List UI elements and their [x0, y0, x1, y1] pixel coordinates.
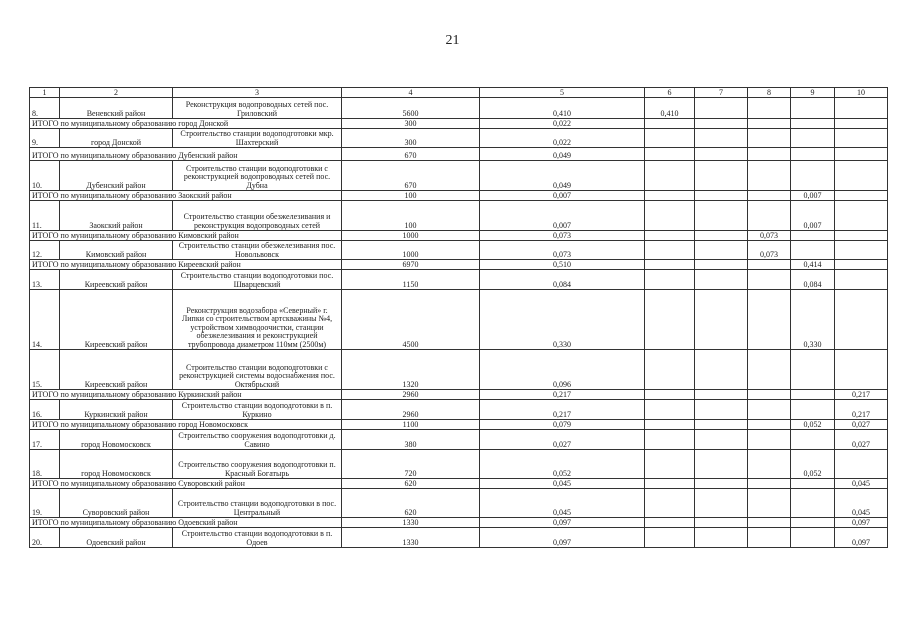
- cell-c6: [695, 161, 748, 191]
- total-row: [30, 231, 888, 241]
- cell-total: 0,049: [480, 161, 645, 191]
- cell-c6: [695, 390, 748, 400]
- cell-c6: [695, 400, 748, 420]
- cell-c6: [695, 430, 748, 450]
- cell-c5: [645, 260, 695, 270]
- cell-c5: [645, 450, 695, 479]
- column-header: 3: [173, 88, 342, 98]
- total-row: [30, 479, 888, 489]
- table-row: [30, 201, 888, 231]
- cell-c6: [695, 420, 748, 430]
- cell-c6: [695, 479, 748, 489]
- cell-c9: [835, 241, 888, 260]
- cell-c7: [748, 260, 791, 270]
- cell-c7: [748, 430, 791, 450]
- cell-c8: 0,007: [791, 191, 835, 201]
- table-row: [30, 129, 888, 148]
- district-name: Киреевский район: [60, 270, 173, 290]
- cell-c7: [748, 489, 791, 518]
- cell-capacity: 1150: [342, 270, 480, 290]
- cell-c6: [695, 231, 748, 241]
- cell-total: 0,330: [480, 290, 645, 350]
- cell-c7: [748, 191, 791, 201]
- cell-c9: [835, 119, 888, 129]
- cell-capacity: 1000: [342, 231, 480, 241]
- cell-c5: [645, 191, 695, 201]
- cell-capacity: 1100: [342, 420, 480, 430]
- cell-capacity: 2960: [342, 400, 480, 420]
- cell-c9: [835, 129, 888, 148]
- column-header: 5: [480, 88, 645, 98]
- cell-c5: [645, 518, 695, 528]
- cell-c8: [791, 400, 835, 420]
- cell-c8: [791, 528, 835, 548]
- cell-c5: [645, 270, 695, 290]
- cell-capacity: 620: [342, 479, 480, 489]
- cell-c7: [748, 420, 791, 430]
- table-row: [30, 430, 888, 450]
- cell-c9: [835, 260, 888, 270]
- row-number: 17.: [30, 430, 60, 450]
- cell-c5: [645, 290, 695, 350]
- project-description: Строительство станции водоподготовки с реконструкцией системы водоснабжения пос. Октябрьский: [173, 350, 342, 390]
- cell-c8: [791, 430, 835, 450]
- cell-c8: [791, 161, 835, 191]
- cell-capacity: 1320: [342, 350, 480, 390]
- project-description: Строительство сооружения водоподготовки п. Красный Богатырь: [173, 450, 342, 479]
- total-row: [30, 148, 888, 161]
- cell-c8: [791, 241, 835, 260]
- cell-c5: [645, 148, 695, 161]
- cell-c8: [791, 148, 835, 161]
- project-description: Строительство станции водоподготовки с реконструкцией водопроводных сетей пос. Дубна: [173, 161, 342, 191]
- district-name: Одоевский район: [60, 528, 173, 548]
- project-description: Строительство станции водоподготовки в пос. Центральный: [173, 489, 342, 518]
- cell-c8: 0,052: [791, 420, 835, 430]
- cell-capacity: 100: [342, 191, 480, 201]
- cell-total: 0,510: [480, 260, 645, 270]
- total-label: ИТОГО по муниципальному образованию Заокский район: [30, 191, 342, 201]
- cell-c6: [695, 129, 748, 148]
- cell-c9: [835, 98, 888, 119]
- table-row: [30, 400, 888, 420]
- district-name: Веневский район: [60, 98, 173, 119]
- total-label: ИТОГО по муниципальному образованию Суворовский район: [30, 479, 342, 489]
- district-name: город Новомосковск: [60, 430, 173, 450]
- cell-c7: [748, 270, 791, 290]
- cell-total: 0,097: [480, 518, 645, 528]
- cell-c9: [835, 201, 888, 231]
- cell-total: 0,022: [480, 129, 645, 148]
- cell-total: 0,073: [480, 231, 645, 241]
- district-name: Суворовский район: [60, 489, 173, 518]
- cell-c8: 0,052: [791, 450, 835, 479]
- cell-c5: [645, 231, 695, 241]
- cell-capacity: 670: [342, 148, 480, 161]
- column-header-row: [30, 88, 888, 98]
- district-name: Киреевский район: [60, 350, 173, 390]
- total-row: [30, 518, 888, 528]
- cell-c9: 0,045: [835, 479, 888, 489]
- row-number: 13.: [30, 270, 60, 290]
- cell-total: 0,049: [480, 148, 645, 161]
- cell-c7: [748, 119, 791, 129]
- cell-capacity: 2960: [342, 390, 480, 400]
- total-row: [30, 260, 888, 270]
- cell-c9: 0,097: [835, 518, 888, 528]
- cell-c9: 0,217: [835, 400, 888, 420]
- table-row: [30, 528, 888, 548]
- cell-c8: [791, 129, 835, 148]
- table-row: [30, 161, 888, 191]
- cell-capacity: 4500: [342, 290, 480, 350]
- row-number: 10.: [30, 161, 60, 191]
- total-row: [30, 191, 888, 201]
- cell-c6: [695, 528, 748, 548]
- cell-c6: [695, 518, 748, 528]
- table-row: [30, 241, 888, 260]
- cell-c6: [695, 201, 748, 231]
- cell-c9: [835, 231, 888, 241]
- cell-c6: [695, 241, 748, 260]
- cell-c5: [645, 489, 695, 518]
- column-header: 6: [645, 88, 695, 98]
- cell-c9: [835, 148, 888, 161]
- cell-c7: 0,073: [748, 241, 791, 260]
- cell-total: 0,007: [480, 201, 645, 231]
- cell-c5: [645, 479, 695, 489]
- total-label: ИТОГО по муниципальному образованию Дубенский район: [30, 148, 342, 161]
- cell-c7: [748, 98, 791, 119]
- cell-c8: [791, 231, 835, 241]
- cell-c8: [791, 479, 835, 489]
- cell-c9: [835, 290, 888, 350]
- cell-total: 0,217: [480, 390, 645, 400]
- table-row: [30, 98, 888, 119]
- district-name: город Донской: [60, 129, 173, 148]
- cell-c6: [695, 191, 748, 201]
- cell-c6: [695, 450, 748, 479]
- cell-total: 0,022: [480, 119, 645, 129]
- cell-c6: [695, 119, 748, 129]
- table-row: [30, 350, 888, 390]
- row-number: 14.: [30, 290, 60, 350]
- district-name: Куркинский район: [60, 400, 173, 420]
- cell-c9: 0,027: [835, 430, 888, 450]
- cell-c7: [748, 528, 791, 548]
- row-number: 8.: [30, 98, 60, 119]
- cell-capacity: 1330: [342, 518, 480, 528]
- project-description: Строительство станции обезжелезивания пос. Новольвовск: [173, 241, 342, 260]
- table-body: [30, 88, 888, 548]
- cell-capacity: 5600: [342, 98, 480, 119]
- column-header: 2: [60, 88, 173, 98]
- cell-total: 0,073: [480, 241, 645, 260]
- cell-c6: [695, 148, 748, 161]
- total-row: [30, 390, 888, 400]
- cell-c7: [748, 201, 791, 231]
- district-name: Дубенский район: [60, 161, 173, 191]
- cell-c5: [645, 400, 695, 420]
- cell-c5: [645, 201, 695, 231]
- cell-c9: 0,217: [835, 390, 888, 400]
- cell-c7: 0,073: [748, 231, 791, 241]
- cell-total: 0,097: [480, 528, 645, 548]
- cell-c5: [645, 390, 695, 400]
- column-header: 10: [835, 88, 888, 98]
- cell-total: 0,096: [480, 350, 645, 390]
- cell-c8: [791, 98, 835, 119]
- funding-table: [29, 87, 888, 548]
- cell-capacity: 100: [342, 201, 480, 231]
- row-number: 15.: [30, 350, 60, 390]
- cell-c6: [695, 489, 748, 518]
- cell-total: 0,045: [480, 489, 645, 518]
- cell-c9: [835, 270, 888, 290]
- district-name: Заокский район: [60, 201, 173, 231]
- cell-c8: 0,084: [791, 270, 835, 290]
- cell-c6: [695, 270, 748, 290]
- cell-total: 0,410: [480, 98, 645, 119]
- cell-total: 0,027: [480, 430, 645, 450]
- row-number: 12.: [30, 241, 60, 260]
- cell-c9: 0,027: [835, 420, 888, 430]
- total-row: [30, 420, 888, 430]
- cell-c5: 0,410: [645, 98, 695, 119]
- cell-c9: [835, 161, 888, 191]
- row-number: 9.: [30, 129, 60, 148]
- cell-c5: [645, 129, 695, 148]
- cell-c8: 0,414: [791, 260, 835, 270]
- cell-c8: [791, 489, 835, 518]
- cell-c8: [791, 518, 835, 528]
- cell-c5: [645, 430, 695, 450]
- cell-c5: [645, 119, 695, 129]
- cell-c9: 0,045: [835, 489, 888, 518]
- cell-c5: [645, 241, 695, 260]
- cell-capacity: 670: [342, 161, 480, 191]
- row-number: 11.: [30, 201, 60, 231]
- cell-c7: [748, 518, 791, 528]
- cell-c8: 0,007: [791, 201, 835, 231]
- table-row: [30, 290, 888, 350]
- cell-c9: [835, 191, 888, 201]
- table-row: [30, 489, 888, 518]
- district-name: Кимовский район: [60, 241, 173, 260]
- cell-capacity: 380: [342, 430, 480, 450]
- project-description: Реконструкция водопроводных сетей пос. Гриловский: [173, 98, 342, 119]
- column-header: 9: [791, 88, 835, 98]
- total-label: ИТОГО по муниципальному образованию Киреевский район: [30, 260, 342, 270]
- cell-c5: [645, 528, 695, 548]
- cell-c8: [791, 119, 835, 129]
- cell-c5: [645, 350, 695, 390]
- cell-c7: [748, 161, 791, 191]
- total-label: ИТОГО по муниципальному образованию Одоевский район: [30, 518, 342, 528]
- cell-capacity: 720: [342, 450, 480, 479]
- cell-c7: [748, 129, 791, 148]
- cell-total: 0,052: [480, 450, 645, 479]
- project-description: Строительство станции водоподготовки мкр. Шахтерский: [173, 129, 342, 148]
- project-description: Реконструкция водозабора «Северный» г. Липки со строительством артскважины №4, устройством химводоочистки, станции обезжелезивания и реконструкцией трубопровода диаметром 110мм (2500м): [173, 290, 342, 350]
- cell-c6: [695, 260, 748, 270]
- cell-capacity: 1330: [342, 528, 480, 548]
- cell-c8: 0,330: [791, 290, 835, 350]
- cell-total: 0,084: [480, 270, 645, 290]
- project-description: Строительство станции водоподготовки в п. Одоев: [173, 528, 342, 548]
- cell-c7: [748, 390, 791, 400]
- table-row: [30, 450, 888, 479]
- row-number: 20.: [30, 528, 60, 548]
- cell-c7: [748, 400, 791, 420]
- cell-c7: [748, 290, 791, 350]
- cell-c7: [748, 148, 791, 161]
- cell-total: 0,045: [480, 479, 645, 489]
- total-label: ИТОГО по муниципальному образованию город Новомосковск: [30, 420, 342, 430]
- cell-c5: [645, 161, 695, 191]
- project-description: Строительство станции водоподготовки в п. Куркино: [173, 400, 342, 420]
- table-row: [30, 270, 888, 290]
- total-label: ИТОГО по муниципальному образованию Куркинский район: [30, 390, 342, 400]
- total-row: [30, 119, 888, 129]
- cell-capacity: 300: [342, 119, 480, 129]
- cell-capacity: 1000: [342, 241, 480, 260]
- cell-total: 0,007: [480, 191, 645, 201]
- cell-capacity: 620: [342, 489, 480, 518]
- column-header: 1: [30, 88, 60, 98]
- cell-c6: [695, 98, 748, 119]
- cell-c9: 0,097: [835, 528, 888, 548]
- row-number: 18.: [30, 450, 60, 479]
- project-description: Строительство станции обезжелезивания и реконструкция водопроводных сетей: [173, 201, 342, 231]
- row-number: 16.: [30, 400, 60, 420]
- cell-c9: [835, 350, 888, 390]
- project-description: Строительство сооружения водоподготовки д. Савино: [173, 430, 342, 450]
- cell-capacity: 6970: [342, 260, 480, 270]
- cell-c9: [835, 450, 888, 479]
- district-name: город Новомосковск: [60, 450, 173, 479]
- cell-c8: [791, 350, 835, 390]
- row-number: 19.: [30, 489, 60, 518]
- district-name: Киреевский район: [60, 290, 173, 350]
- column-header: 8: [748, 88, 791, 98]
- total-label: ИТОГО по муниципальному образованию город Донской: [30, 119, 342, 129]
- cell-c7: [748, 350, 791, 390]
- cell-total: 0,079: [480, 420, 645, 430]
- cell-c8: [791, 390, 835, 400]
- cell-c5: [645, 420, 695, 430]
- cell-c7: [748, 450, 791, 479]
- page-number: 21: [445, 33, 460, 48]
- column-header: 4: [342, 88, 480, 98]
- project-description: Строительство станции водоподготовки пос. Шварцевский: [173, 270, 342, 290]
- cell-c6: [695, 350, 748, 390]
- cell-c7: [748, 479, 791, 489]
- total-label: ИТОГО по муниципальному образованию Кимовский район: [30, 231, 342, 241]
- cell-capacity: 300: [342, 129, 480, 148]
- cell-c6: [695, 290, 748, 350]
- column-header: 7: [695, 88, 748, 98]
- cell-total: 0,217: [480, 400, 645, 420]
